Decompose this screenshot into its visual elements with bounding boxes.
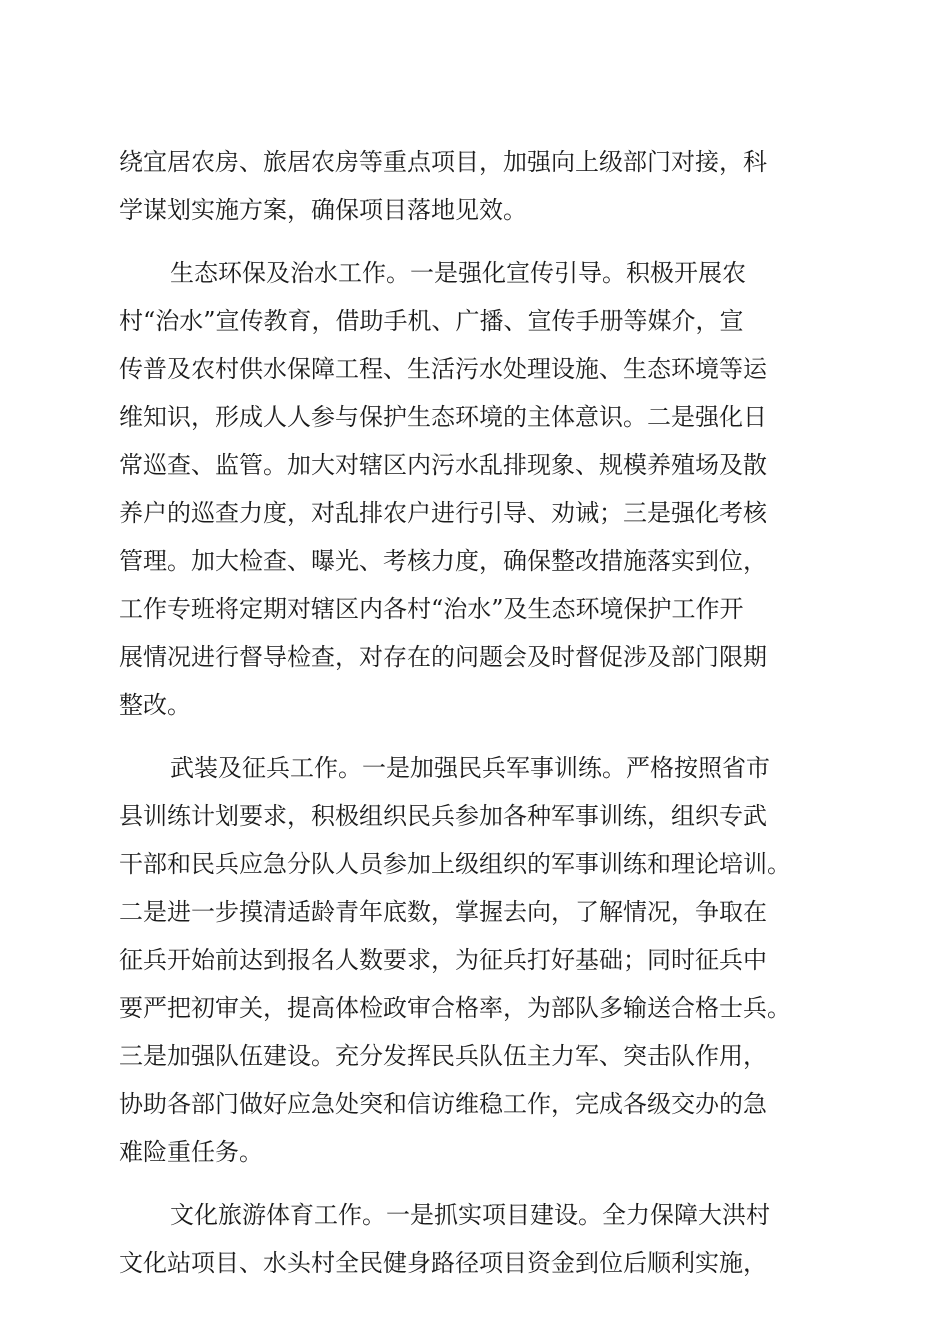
line-text: 养户的巡查力度，对乱排农户进行引导、劝诫；三是强化考核 — [119, 499, 767, 527]
text-line — [0, 1239, 950, 1287]
text-line — [0, 345, 950, 393]
text-line — [0, 297, 950, 345]
line-text: 干部和民兵应急分队人员参加上级组织的军事训练和理论培训。 — [119, 850, 791, 878]
line-text: 维知识，形成人人参与保护生态环境的主体意识。二是强化日 — [119, 403, 767, 431]
text-line — [0, 888, 950, 936]
text-line — [0, 489, 950, 537]
line-text: 征兵开始前达到报名人数要求，为征兵打好基础；同时征兵中 — [119, 946, 767, 974]
line-text: 文化站项目、水头村全民健身路径项目资金到位后顺利实施， — [119, 1249, 767, 1277]
line-text: 常巡查、监管。加大对辖区内污水乱排现象、规模养殖场及散 — [119, 451, 767, 479]
text-line — [0, 840, 950, 888]
text-line — [0, 681, 950, 729]
text-line — [0, 792, 950, 840]
text-line — [0, 186, 950, 234]
line-text: 武装及征兵工作。一是加强民兵军事训练。严格按照省市 — [170, 754, 770, 782]
line-text: 要严把初审关，提高体检政审合格率，为部队多输送合格士兵。 — [119, 994, 791, 1022]
text-line — [0, 393, 950, 441]
text-line — [0, 537, 950, 585]
line-text: 文化旅游体育工作。一是抓实项目建设。全力保障大洪村 — [170, 1201, 770, 1229]
text-line — [0, 441, 950, 489]
text-line — [0, 633, 950, 681]
line-text: 难险重任务。 — [119, 1138, 263, 1166]
text-line — [0, 585, 950, 633]
line-text: 学谋划实施方案，确保项目落地见效。 — [119, 196, 527, 224]
line-text: 生态环保及治水工作。一是强化宣传引导。积极开展农 — [170, 259, 746, 287]
paragraph-first-line — [0, 249, 950, 297]
text-line — [0, 138, 950, 186]
line-text: 村“治水”宣传教育，借助手机、广播、宣传手册等媒介，宣 — [119, 307, 744, 335]
text-line — [0, 1128, 950, 1176]
text-line — [0, 1080, 950, 1128]
text-line — [0, 936, 950, 984]
text-line — [0, 984, 950, 1032]
line-text: 协助各部门做好应急处突和信访维稳工作，完成各级交办的急 — [119, 1090, 767, 1118]
line-text: 三是加强队伍建设。充分发挥民兵队伍主力军、突击队作用， — [119, 1042, 767, 1070]
text-line — [0, 1032, 950, 1080]
line-text: 展情况进行督导检查，对存在的问题会及时督促涉及部门限期 — [119, 643, 767, 671]
paragraph-first-line — [0, 744, 950, 792]
line-text: 二是进一步摸清适龄青年底数，掌握去向，了解情况，争取在 — [119, 898, 767, 926]
line-text: 传普及农村供水保障工程、生活污水处理设施、生态环境等运 — [119, 355, 767, 383]
line-text: 管理。加大检查、曝光、考核力度，确保整改措施落实到位， — [119, 547, 767, 575]
line-text: 工作专班将定期对辖区内各村“治水”及生态环境保护工作开 — [119, 595, 744, 623]
line-text: 县训练计划要求，积极组织民兵参加各种军事训练，组织专武 — [119, 802, 767, 830]
line-text: 绕宜居农房、旅居农房等重点项目，加强向上级部门对接，科 — [119, 148, 767, 176]
paragraph-first-line — [0, 1191, 950, 1239]
line-text: 整改。 — [119, 691, 191, 719]
